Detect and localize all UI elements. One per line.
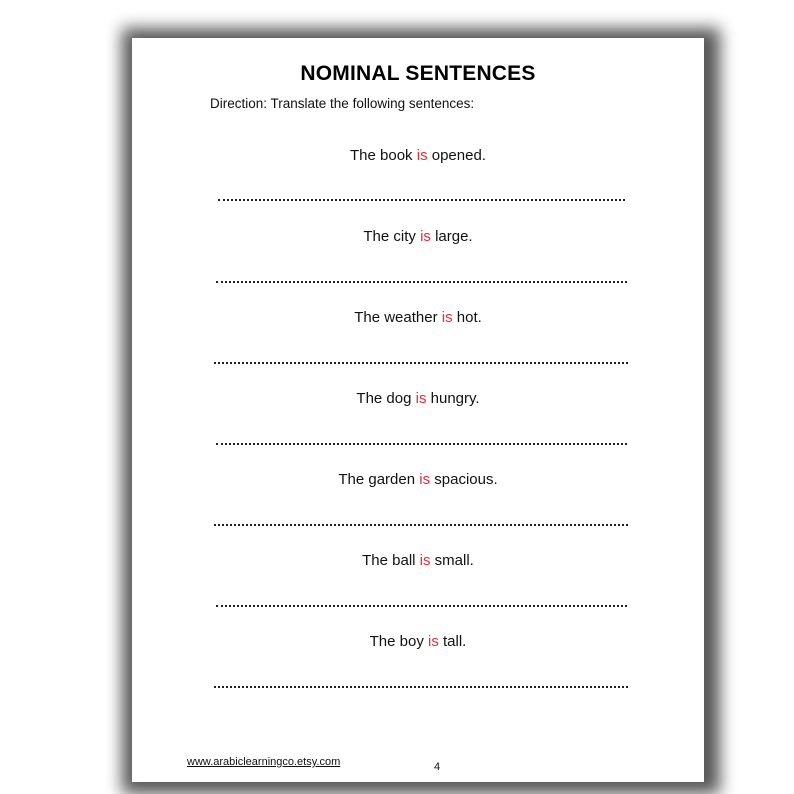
- sentence-text: The ball: [362, 552, 420, 569]
- sentence-text: spacious.: [430, 471, 498, 488]
- highlight-is: is: [441, 309, 453, 326]
- answer-line-2[interactable]: [216, 281, 627, 283]
- sentence-5: [132, 471, 704, 488]
- direction-text: Direction: Translate the following sentences:: [210, 96, 475, 111]
- sentence-text: The book: [350, 147, 417, 164]
- worksheet-title: NOMINAL SENTENCES: [300, 62, 536, 85]
- answer-line-1[interactable]: [218, 199, 625, 201]
- sentence-text: The city: [363, 228, 421, 245]
- worksheet-page: [132, 38, 704, 782]
- highlight-is: is: [420, 228, 431, 245]
- sentence-7: [132, 633, 704, 650]
- answer-line-7[interactable]: [214, 686, 628, 688]
- sentence-text: large.: [430, 228, 473, 245]
- highlight-is: is: [419, 552, 431, 569]
- sentence-text: The dog: [356, 390, 416, 407]
- sentence-text: hot.: [452, 309, 482, 326]
- highlight-is: is: [416, 147, 428, 164]
- highlight-is: is: [428, 633, 439, 650]
- answer-line-3[interactable]: [214, 362, 628, 364]
- sentence-text: The garden: [338, 471, 420, 488]
- sentence-text: The boy: [369, 633, 428, 650]
- sentence-6: [132, 552, 704, 569]
- highlight-is: is: [415, 390, 427, 407]
- answer-line-6[interactable]: [216, 605, 627, 607]
- answer-line-5[interactable]: [214, 524, 628, 526]
- sentence-1: [132, 147, 704, 164]
- footer-link[interactable]: www.arabiclearningco.etsy.com: [187, 756, 341, 768]
- highlight-is: is: [419, 471, 431, 488]
- sentence-text: opened.: [427, 147, 486, 164]
- sentence-text: hungry.: [426, 390, 480, 407]
- sentence-2: [132, 228, 704, 245]
- sentence-text: small.: [430, 552, 474, 569]
- sentence-4: [132, 390, 704, 407]
- sentence-3: [132, 309, 704, 326]
- page-number: 4: [434, 761, 441, 773]
- answer-line-4[interactable]: [216, 443, 627, 445]
- sentence-text: tall.: [438, 633, 467, 650]
- sentence-text: The weather: [354, 309, 442, 326]
